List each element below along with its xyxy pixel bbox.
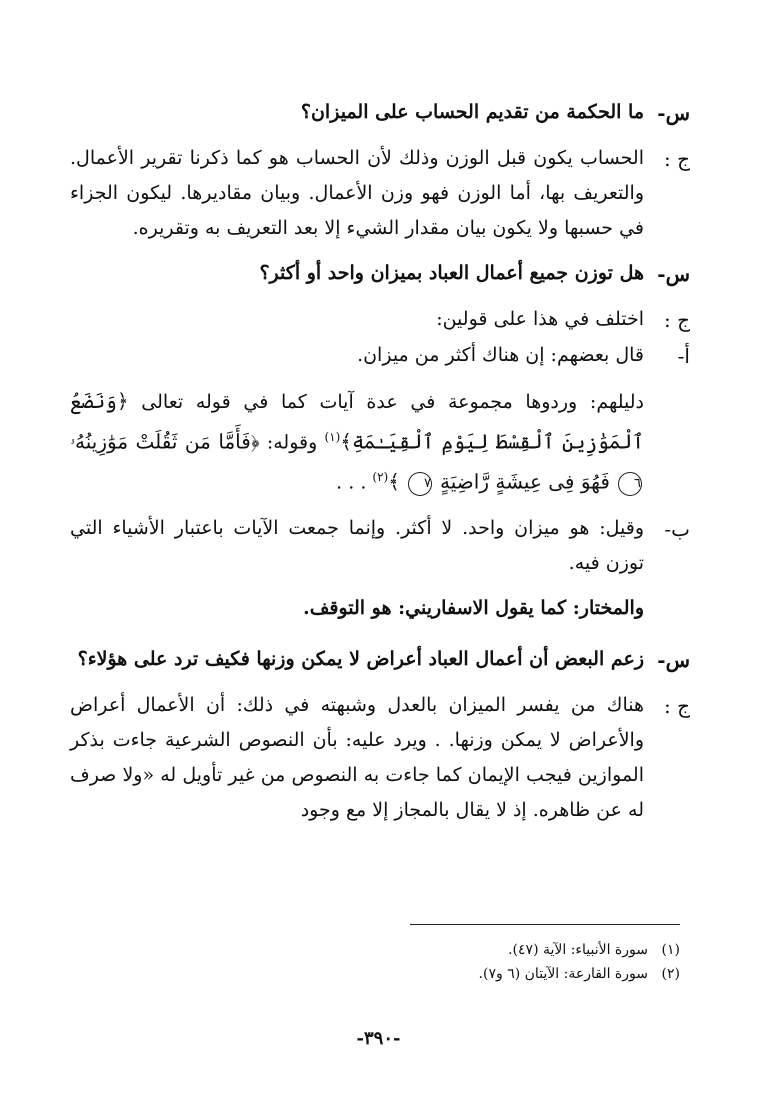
- footnote-number: (٢): [661, 966, 680, 982]
- answer-3: [70, 688, 690, 828]
- verse-number-6: ٦: [618, 472, 642, 496]
- page-number: -٣٩٠-: [356, 1028, 401, 1049]
- quran-verse-2a: ﴿فَأَمَّا مَن ثَقُلَتْ مَوَٰزِينُهُۥ: [70, 429, 260, 454]
- question-marker: س-: [657, 647, 690, 672]
- item-a: [70, 338, 690, 374]
- item-marker: أ-: [677, 344, 690, 368]
- evidence-paragraph: [70, 384, 690, 501]
- item-text: وقيل: هو ميزان واحد. لا أكثر. وإنما جمعت الآيات باعتبار الأشياء التي توزن فيه.: [70, 516, 644, 574]
- footnote-ref-2: (٢): [372, 470, 389, 485]
- footnote-text: سورة القارعة: الآيتان (٦ و٧).: [478, 966, 648, 982]
- question-text: ما الحكمة من تقديم الحساب على الميزان؟: [300, 101, 644, 123]
- answer-text: اختلف في هذا على قولين:: [436, 308, 644, 330]
- item-text: قال بعضهم: إن هناك أكثر من ميزان.: [357, 344, 644, 366]
- answer-marker: ج :: [663, 308, 690, 332]
- footnote-divider: [410, 924, 680, 925]
- and-his-saying: وقوله:: [266, 431, 318, 454]
- question-marker: س-: [657, 101, 690, 125]
- footnote-text: سورة الأنبياء: الآية (٤٧).: [508, 942, 648, 958]
- footnote-number: (١): [661, 942, 680, 958]
- question-1: [70, 95, 690, 131]
- footnote-ref-1: (١): [324, 430, 341, 444]
- page-content: [70, 95, 690, 828]
- ellipsis: . . .: [336, 471, 367, 494]
- answer-text: الحساب يكون قبل الوزن وذلك لأن الحساب هو كما ذكرنا تقرير الأعمال. والتعريف بها، أما الوزن فهو وزن الأعمال. وبيان مقاديرها. ليكون الجزاء في حسبها ولا يكون بيان مقدار الشيء إلا بعد التعريف به وتقريره.: [70, 147, 644, 239]
- question-marker: س-: [657, 262, 690, 286]
- quran-close-bracket: ﴾: [388, 469, 400, 494]
- chosen-opinion: والمختار: كما يقول الاسفاريني: هو التوقف.: [303, 596, 644, 619]
- quran-verse-2b: فَهُوَ فِى عِيشَةٍ رَّاضِيَةٍ: [440, 469, 610, 494]
- question-text: هل توزن جميع أعمال العباد بميزان واحد أو أكثر؟: [259, 262, 644, 284]
- answer-2: [70, 302, 690, 338]
- footnotes: [300, 938, 680, 986]
- item-marker: ب-: [664, 516, 690, 541]
- question-3: [70, 642, 690, 678]
- answer-marker: ج :: [663, 147, 690, 171]
- footnote-1: [300, 938, 680, 962]
- quran-verse-1: ﴿وَنَضَعُ ٱلْمَوَٰزِينَ ٱلْقِسْطَ لِيَوْمِ ٱلْقِيَـٰمَةِ﴾: [70, 389, 644, 454]
- verse-number-7: ٧: [408, 472, 432, 496]
- footnote-2: [300, 962, 680, 986]
- evidence-prefix: دليلهم: وردوها مجموعة في عدة آيات كما في قوله تعالى: [141, 391, 644, 413]
- question-2: [70, 256, 690, 292]
- question-text: زعم البعض أن أعمال العباد أعراض لا يمكن وزنها فكيف ترد على هؤلاء؟: [77, 647, 644, 670]
- item-b: [70, 511, 690, 581]
- answer-1: [70, 141, 690, 246]
- answer-text: هناك من يفسر الميزان بالعدل وشبهته في ذلك: أن الأعمال أعراض والأعراض لا يمكن وزنها. . ويرد عليه: بأن النصوص الشرعية جاءت بذكر الموازين فيجب الإيمان كما جاءت به النصوص من غير تأويل له «ولا صرف له عن ظاهره. إذ لا يقال بالمجاز إلا مع وجود: [70, 693, 644, 821]
- answer-marker: ج :: [663, 693, 690, 718]
